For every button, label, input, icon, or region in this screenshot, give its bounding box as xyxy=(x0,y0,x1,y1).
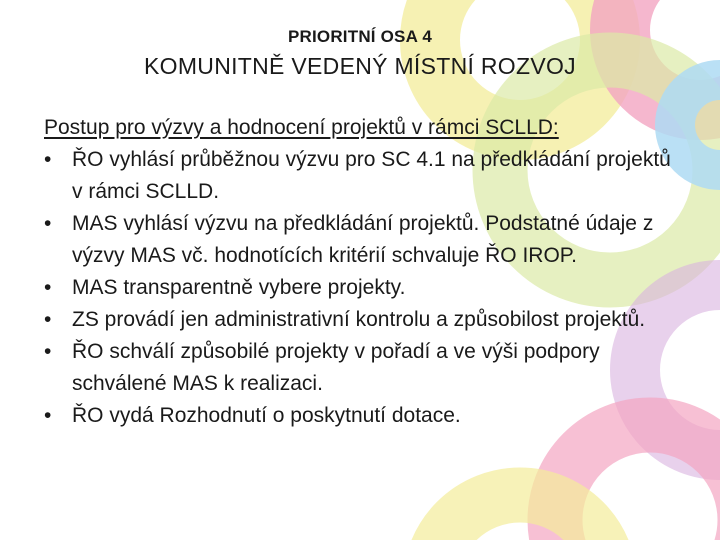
bullet-list xyxy=(44,144,684,432)
bullet-item xyxy=(44,336,684,400)
bullet-text: ŘO vydá Rozhodnutí o poskytnutí dotace. xyxy=(72,404,461,427)
lead-text: Postup pro výzvy a hodnocení projektů v rámci SCLLD: xyxy=(44,116,559,139)
bullet-text: ŘO schválí způsobilé projekty v pořadí a ve výši podpory schválené MAS k realizaci. xyxy=(72,340,600,395)
bullet-text: ZS provádí jen administrativní kontrolu a způsobilost projektů. xyxy=(72,308,646,331)
slide-body xyxy=(44,112,684,432)
bullet-dot: • xyxy=(44,308,52,331)
bullet-item xyxy=(44,304,684,336)
bullet-dot: • xyxy=(44,340,52,363)
slide-title: KOMUNITNĚ VEDENÝ MÍSTNÍ ROZVOJ xyxy=(144,53,576,79)
bullet-dot: • xyxy=(44,148,52,171)
bullet-dot: • xyxy=(44,276,52,299)
slide-subtitle: PRIORITNÍ OSA 4 xyxy=(287,27,433,46)
bullet-dot: • xyxy=(44,212,52,235)
bullet-item xyxy=(44,208,684,272)
bullet-text: ŘO vyhlásí průběžnou výzvu pro SC 4.1 na předkládání projektů v rámci SCLLD. xyxy=(72,148,671,203)
bullet-item xyxy=(44,400,684,432)
bullet-item xyxy=(44,144,684,208)
bullet-text: MAS transparentně vybere projekty. xyxy=(72,276,406,299)
bullet-text: MAS vyhlásí výzvu na předkládání projektů. Podstatné údaje z výzvy MAS vč. hodnotících kritérií schvaluje ŘO IROP. xyxy=(72,212,654,267)
bullet-dot: • xyxy=(44,404,52,427)
bullet-item xyxy=(44,272,684,304)
